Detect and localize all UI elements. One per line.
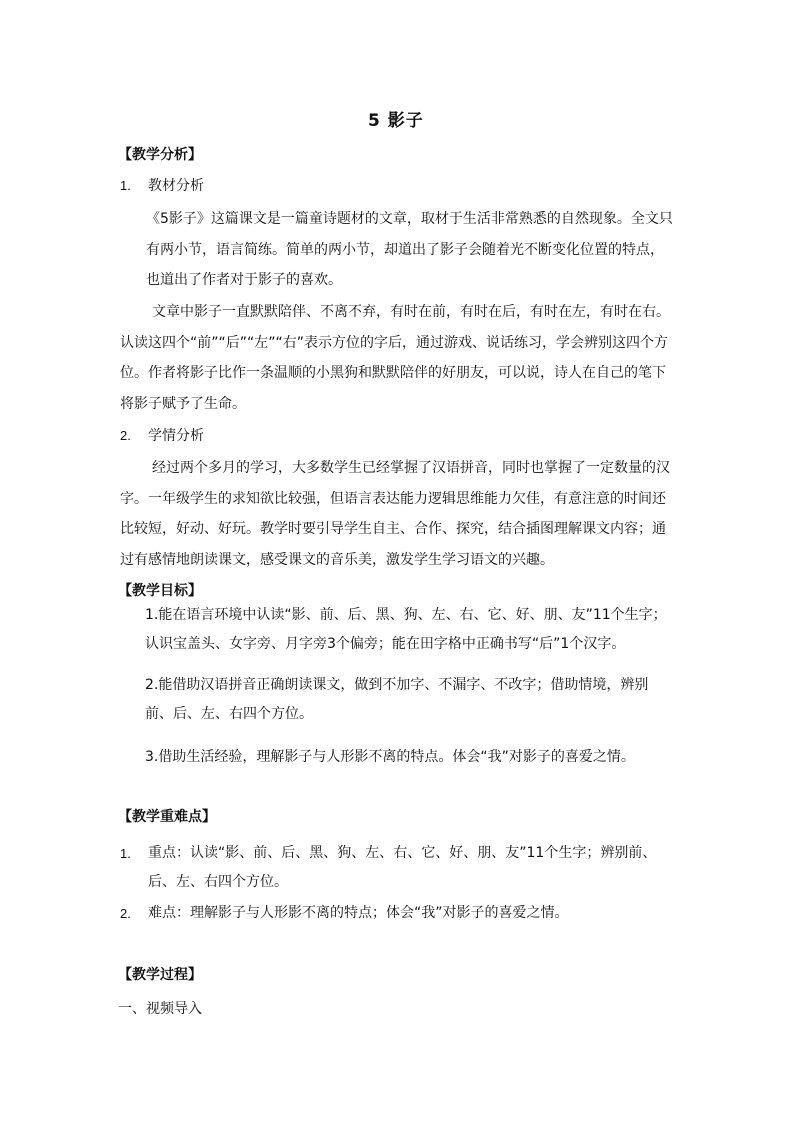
list-number: 1.: [120, 846, 131, 861]
list-number: 1.: [120, 178, 131, 193]
keypoint-text: 难点：理解影子与人形影不离的特点；体会“我”对影子的喜爱之情。: [148, 905, 569, 921]
subsection-label: 教材分析: [148, 178, 204, 194]
keypoint-text: 重点：认读“影、前、后、黑、狗、左、右、它、好、朋、友”11个生字；辨别前、后、左、右四个方位。: [148, 845, 657, 890]
material-paragraph-1: [146, 204, 676, 296]
section-heading-keypoints: 【教学重难点】: [118, 809, 216, 825]
process-step-1: 一、视频导入: [118, 1001, 202, 1017]
document-title: 5 影子: [368, 111, 424, 131]
paragraph-text: 《5影子》这篇课文是一篇童诗题材的文章，取材于生活非常熟悉的自然现象。全文只有两小节，语言简练。简单的两小节，却道出了影子会随着光不断变化位置的特点，也道出了作者对于影子的喜欢。: [146, 211, 673, 288]
list-number: 2.: [120, 428, 131, 443]
material-paragraph-2: 文章中影子一直默默陪伴、不离不弃，有时在前，有时在后，有时在左，有时在右。认读这四个“前”“后”“左”“右”表示方位的字后，通过游戏、说话练习，学会辨别这四个方位。作者将影子比作一条温顺的小黑狗和默默陪伴的好朋友，可以说，诗人在自己的笔下将影子赋予了生命。: [120, 304, 670, 412]
goal-item-3: 3.借助生活经验，理解影子与人形影不离的特点。体会“我”对影子的喜爱之情。: [145, 749, 635, 765]
section-heading-analysis: 【教学分析】: [118, 147, 202, 163]
goal-item-1: 1.能在语言环境中认读“影、前、后、黑、狗、左、右、它、好、朋、友”11个生字；认识宝盖头、女字旁、月字旁3个偏旁；能在田字格中正确书写“后”1个汉字。: [145, 607, 667, 652]
goal-item-2: 2.能借助汉语拼音正确朗读课文，做到不加字、不漏字、不改字；借助情境，辨别前、后、左、右四个方位。: [145, 677, 649, 722]
list-number: 2.: [120, 906, 131, 921]
section-heading-process: 【教学过程】: [118, 967, 202, 983]
keypoint-item-2: [120, 899, 678, 928]
learner-paragraph: 经过两个多月的学习，大多数学生已经掌握了汉语拼音，同时也掌握了一定数量的汉字。一年级学生的求知欲比较强，但语言表达能力逻辑思维能力欠佳，有意注意的时间还比较短，好动、好玩。教学时要引导学生自主、合作、探究，结合插图理解课文内容；通过有感情地朗读课文，感受课文的音乐美，激发学生学习语文的兴趣。: [120, 460, 670, 568]
keypoint-item-1: [120, 839, 678, 897]
subsection-learner-title: [120, 425, 204, 445]
section-heading-goals: 【教学目标】: [118, 583, 202, 599]
subsection-material-title: [120, 175, 204, 195]
subsection-label: 学情分析: [148, 428, 204, 444]
